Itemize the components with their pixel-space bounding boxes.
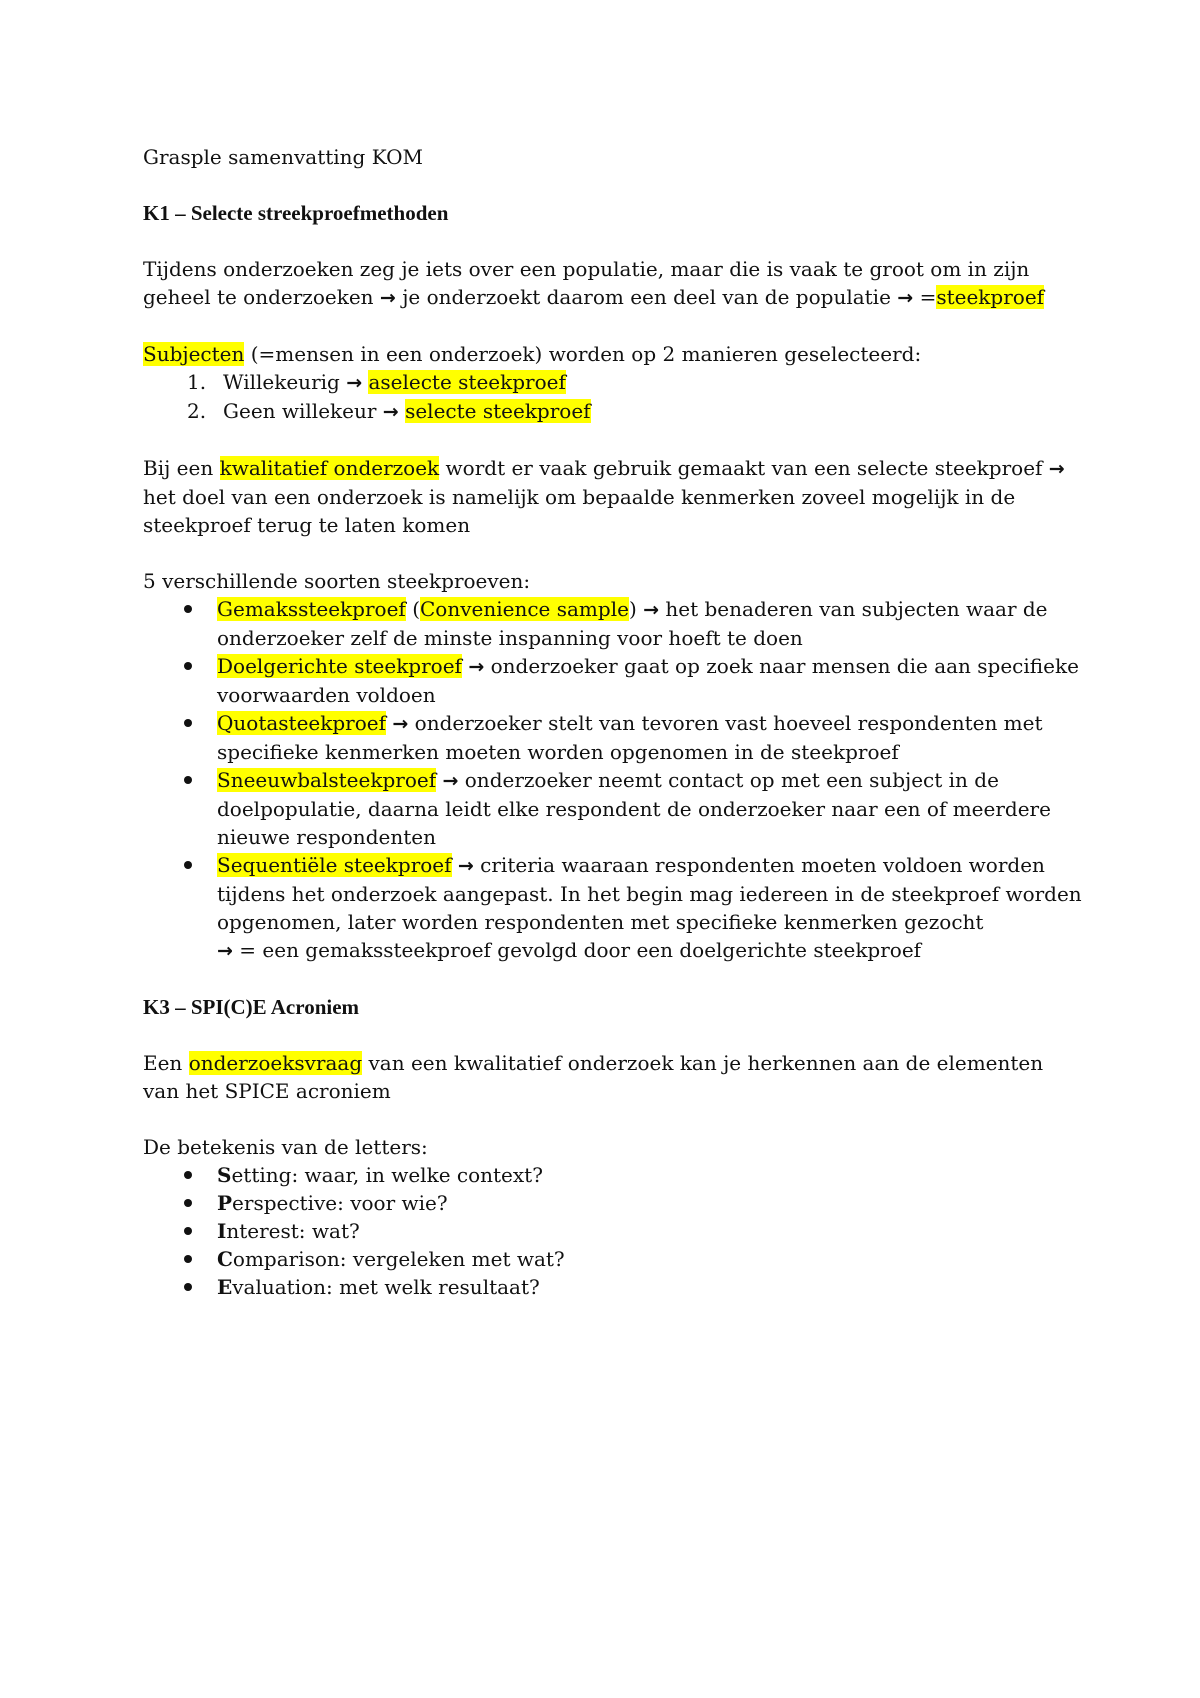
bullet-icon	[184, 605, 192, 613]
spice-letters-list	[143, 1161, 1083, 1301]
highlight-type: Doelgerichte steekproef	[217, 654, 462, 678]
highlight-steekproef: steekproef	[936, 285, 1045, 309]
arrow-icon: →	[379, 287, 396, 309]
arrow-icon: →	[643, 599, 660, 621]
acronym-text: valuation: met welk resultaat?	[232, 1275, 540, 1299]
list-item	[217, 1217, 1083, 1245]
qual-text: Bij een	[143, 456, 214, 480]
acronym-letter: P	[217, 1191, 233, 1215]
arrow-icon: →	[392, 713, 409, 735]
qual-text-2: wordt er vaak gebruik gemaakt van een selecte steekproef	[445, 456, 1043, 480]
arrow-icon: →	[897, 287, 914, 309]
list-item	[217, 851, 1083, 965]
k1-intro-text-2: je onderzoekt daarom een deel van de populatie	[402, 285, 891, 309]
highlight-type: Quotasteekproef	[217, 711, 387, 735]
list-item	[217, 1161, 1083, 1189]
letters-intro: De betekenis van de letters:	[143, 1135, 428, 1159]
sample-types-intro: 5 verschillende soorten steekproeven:	[143, 569, 531, 593]
bullet-icon	[184, 662, 192, 670]
type-text: onderzoeker neemt contact op met een subject in de doelpopulatie, daarna leidt elke respondent de onderzoeker naar een of meerdere nieuwe respondenten	[217, 768, 1051, 849]
type-text: het benaderen van subjecten waar de onderzoeker zelf de minste inspanning voor hoeft te doen	[217, 597, 1048, 650]
list-number: 1.	[187, 370, 207, 394]
bullet-icon	[184, 776, 192, 784]
bullet-icon	[184, 1255, 192, 1263]
list-item	[217, 595, 1083, 652]
acronym-text: nterest: wat?	[226, 1219, 360, 1243]
q-text: Een	[143, 1051, 183, 1075]
k1-heading: K1 – Selecte streekproefmethoden	[143, 201, 449, 225]
arrow-icon: →	[217, 940, 233, 962]
highlight-subjecten: Subjecten	[143, 342, 245, 366]
acronym-letter: E	[217, 1275, 233, 1299]
arrow-icon: →	[1048, 458, 1065, 480]
arrow-icon: →	[442, 770, 459, 792]
type-text: criteria waaraan respondenten moeten voldoen worden tijdens het onderzoek aangepast. In het begin mag iedereen in de steekproef worden opgenomen, later worden respondenten met specifieke kenmerken gezocht	[217, 853, 1082, 934]
type-text-2: = een gemakssteekproef gevolgd door een doelgerichte steekproef	[239, 938, 922, 962]
method-text: Willekeurig	[223, 370, 340, 394]
selection-methods-list	[143, 368, 1083, 426]
list-item	[217, 652, 1083, 709]
list-item	[217, 1273, 1083, 1301]
arrow-icon: →	[468, 656, 485, 678]
highlight-method: selecte steekproef	[405, 399, 591, 423]
list-item	[181, 368, 1083, 397]
k1-intro-text: Tijdens onderzoeken zeg je iets over een populatie, maar die is vaak te groot om in zijn geheel te onderzoeken	[143, 257, 1030, 309]
sample-types-list	[143, 595, 1083, 965]
k1-intro-paragraph	[143, 255, 1083, 312]
highlight-onderzoeksvraag: onderzoeksvraag	[188, 1051, 363, 1075]
type-text: onderzoeker stelt van tevoren vast hoeveel respondenten met specifieke kenmerken moeten worden opgenomen in de steekproef	[217, 711, 1043, 764]
highlight-type-en: Convenience sample	[420, 597, 629, 621]
subjects-paragraph	[143, 340, 1083, 368]
qual-text-3: het doel van een onderzoek is namelijk om bepaalde kenmerken zoveel mogelijk in de steekproef terug te laten komen	[143, 485, 1016, 537]
paren: )	[628, 597, 637, 621]
subjects-text: (=mensen in een onderzoek) worden op 2 manieren geselecteerd:	[250, 342, 922, 366]
acronym-text: omparison: vergeleken met wat?	[232, 1247, 565, 1271]
bullet-icon	[184, 1199, 192, 1207]
q-text-2: van een kwalitatief onderzoek kan je herkennen aan de elementen van het SPICE acroniem	[143, 1051, 1044, 1103]
list-item	[217, 1189, 1083, 1217]
research-question-paragraph	[143, 1049, 1083, 1105]
highlight-method: aselecte steekproef	[368, 370, 566, 394]
list-number: 2.	[187, 399, 207, 423]
highlight-type: Gemakssteekproef	[217, 597, 406, 621]
list-item	[217, 766, 1083, 851]
k1-intro-equals: =	[919, 285, 937, 309]
list-item	[217, 1245, 1083, 1273]
list-item	[217, 709, 1083, 766]
bullet-icon	[184, 719, 192, 727]
highlight-type: Sequentiële steekproef	[217, 853, 452, 877]
type-text: onderzoeker gaat op zoek naar mensen die aan specifieke voorwaarden voldoen	[217, 654, 1079, 707]
acronym-letter: I	[217, 1219, 227, 1243]
k3-heading: K3 – SPI(C)E Acroniem	[143, 995, 360, 1019]
acronym-text: etting: waar, in welke context?	[231, 1163, 543, 1187]
bullet-icon	[184, 1227, 192, 1235]
acronym-text: erspective: voor wie?	[232, 1191, 448, 1215]
highlight-type: Sneeuwbalsteekproef	[217, 768, 437, 792]
bullet-icon	[184, 861, 192, 869]
arrow-icon: →	[382, 401, 399, 423]
document-page	[143, 143, 1083, 1301]
arrow-icon: →	[346, 372, 363, 394]
document-title: Grasple samenvatting KOM	[143, 145, 423, 169]
method-text: Geen willekeur	[223, 399, 377, 423]
qualitative-paragraph	[143, 454, 1083, 539]
bullet-icon	[184, 1283, 192, 1291]
acronym-letter: S	[217, 1163, 232, 1187]
bullet-icon	[184, 1171, 192, 1179]
paren: (	[412, 597, 420, 621]
highlight-kwalitatief: kwalitatief onderzoek	[219, 456, 440, 480]
list-item	[181, 397, 1083, 426]
acronym-letter: C	[217, 1247, 233, 1271]
arrow-icon: →	[457, 855, 474, 877]
